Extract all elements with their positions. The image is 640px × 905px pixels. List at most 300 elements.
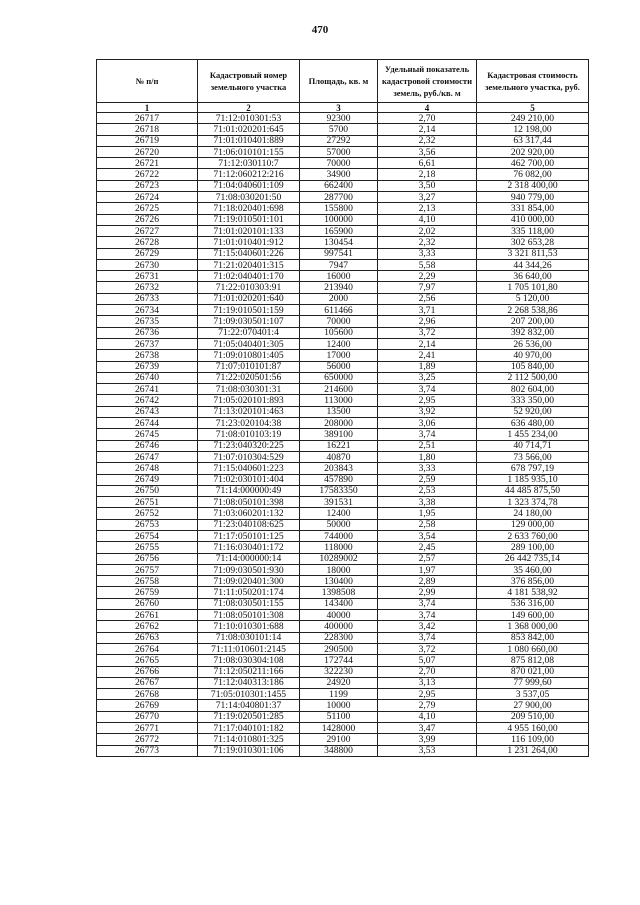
cell-cadastral-number: 71:23:020104:38 (198, 418, 300, 429)
table-row (97, 248, 589, 259)
cell-cadastral-value: 853 842,00 (477, 632, 589, 643)
cell-cadastral-value: 462 700,00 (477, 158, 589, 169)
cell-area: 1428000 (300, 723, 378, 734)
table-row (97, 576, 589, 587)
cell-unit-value: 1,89 (378, 361, 477, 372)
cell-row-number: 26758 (97, 576, 198, 587)
cell-cadastral-number: 71:14:040801:37 (198, 700, 300, 711)
cell-row-number: 26722 (97, 169, 198, 180)
cell-cadastral-number: 71:14:000000:49 (198, 485, 300, 496)
table-row (97, 564, 589, 575)
cell-row-number: 26744 (97, 418, 198, 429)
cell-row-number: 26759 (97, 587, 198, 598)
header-unit-value: Удельный показатель кадастровой стоимости земель, руб./кв. м (378, 60, 477, 103)
cell-cadastral-value: 335 118,00 (477, 225, 589, 236)
cell-row-number: 26741 (97, 384, 198, 395)
cell-unit-value: 3,25 (378, 372, 477, 383)
table-row (97, 734, 589, 745)
cell-unit-value: 5,58 (378, 259, 477, 270)
cell-area: 12400 (300, 338, 378, 349)
cell-cadastral-number: 71:05:020101:893 (198, 395, 300, 406)
cell-area: 17000 (300, 350, 378, 361)
cell-cadastral-value: 105 840,00 (477, 361, 589, 372)
cell-unit-value: 4,10 (378, 711, 477, 722)
cell-cadastral-value: 870 021,00 (477, 666, 589, 677)
cell-cadastral-number: 71:15:040601:226 (198, 248, 300, 259)
cell-row-number: 26726 (97, 214, 198, 225)
cell-row-number: 26734 (97, 305, 198, 316)
cell-row-number: 26754 (97, 530, 198, 541)
cell-cadastral-value: 209 510,00 (477, 711, 589, 722)
cell-area: 10289002 (300, 553, 378, 564)
cell-cadastral-value: 26 442 735,14 (477, 553, 589, 564)
cell-cadastral-number: 71:10:010301:688 (198, 621, 300, 632)
table-row (97, 643, 589, 654)
cell-cadastral-value: 410 000,00 (477, 214, 589, 225)
cell-area: 228300 (300, 632, 378, 643)
table-row (97, 474, 589, 485)
cell-cadastral-number: 71:09:030501:107 (198, 316, 300, 327)
cell-unit-value: 2,59 (378, 474, 477, 485)
cell-unit-value: 2,51 (378, 440, 477, 451)
cell-area: 70000 (300, 158, 378, 169)
cell-row-number: 26739 (97, 361, 198, 372)
table-row (97, 259, 589, 270)
cell-row-number: 26730 (97, 259, 198, 270)
cell-area: 744000 (300, 530, 378, 541)
cell-unit-value: 3,74 (378, 429, 477, 440)
cell-area: 1199 (300, 689, 378, 700)
cell-area: 287700 (300, 192, 378, 203)
cell-cadastral-number: 71:05:010301:1455 (198, 689, 300, 700)
cell-area: 155800 (300, 203, 378, 214)
cell-area: 10000 (300, 700, 378, 711)
cell-cadastral-value: 3 321 811,53 (477, 248, 589, 259)
cell-unit-value: 3,54 (378, 530, 477, 541)
cell-row-number: 26721 (97, 158, 198, 169)
cell-cadastral-value: 678 797,19 (477, 463, 589, 474)
cell-unit-value: 3,33 (378, 248, 477, 259)
table-row (97, 361, 589, 372)
page-number: 470 (311, 24, 329, 36)
cell-unit-value: 2,58 (378, 519, 477, 530)
table-row (97, 723, 589, 734)
cell-cadastral-value: 73 566,00 (477, 451, 589, 462)
header-area: Площадь, кв. м (300, 60, 378, 103)
cell-unit-value: 2,41 (378, 350, 477, 361)
cell-row-number: 26742 (97, 395, 198, 406)
cell-unit-value: 2,02 (378, 225, 477, 236)
table-row (97, 610, 589, 621)
cell-unit-value: 3,74 (378, 632, 477, 643)
cell-area: 611466 (300, 305, 378, 316)
cell-cadastral-number: 71:09:010801:405 (198, 350, 300, 361)
cell-cadastral-number: 71:12:010301:53 (198, 113, 300, 124)
table-row (97, 711, 589, 722)
cell-unit-value: 5,07 (378, 655, 477, 666)
cell-cadastral-number: 71:01:020101:133 (198, 225, 300, 236)
cell-cadastral-value: 376 856,00 (477, 576, 589, 587)
cell-cadastral-number: 71:15:040601:223 (198, 463, 300, 474)
cell-cadastral-value: 24 180,00 (477, 508, 589, 519)
table-row (97, 655, 589, 666)
cell-cadastral-value: 44 485 875,50 (477, 485, 589, 496)
cell-unit-value: 2,95 (378, 395, 477, 406)
cell-cadastral-number: 71:09:020401:300 (198, 576, 300, 587)
cell-unit-value: 7,97 (378, 282, 477, 293)
cell-cadastral-value: 1 185 935,10 (477, 474, 589, 485)
cell-unit-value: 3,42 (378, 621, 477, 632)
table-row (97, 587, 589, 598)
cell-cadastral-number: 71:13:020101:463 (198, 406, 300, 417)
cell-row-number: 26740 (97, 372, 198, 383)
table-row (97, 327, 589, 338)
cell-unit-value: 1,80 (378, 451, 477, 462)
cell-row-number: 26757 (97, 564, 198, 575)
cell-cadastral-value: 4 181 538,92 (477, 587, 589, 598)
cell-row-number: 26725 (97, 203, 198, 214)
cell-cadastral-value: 4 955 160,00 (477, 723, 589, 734)
cell-unit-value: 3,74 (378, 610, 477, 621)
cell-row-number: 26768 (97, 689, 198, 700)
cell-area: 16000 (300, 271, 378, 282)
cell-unit-value: 2,70 (378, 113, 477, 124)
cell-cadastral-value: 802 604,00 (477, 384, 589, 395)
cell-cadastral-number: 71:08:050101:398 (198, 497, 300, 508)
cell-unit-value: 3,92 (378, 406, 477, 417)
cell-unit-value: 2,32 (378, 237, 477, 248)
cell-cadastral-number: 71:17:050101:125 (198, 530, 300, 541)
table-row (97, 124, 589, 135)
table-row (97, 282, 589, 293)
table-row (97, 689, 589, 700)
cell-unit-value: 3,13 (378, 677, 477, 688)
cell-area: 70000 (300, 316, 378, 327)
table-row (97, 508, 589, 519)
cell-row-number: 26720 (97, 146, 198, 157)
cell-cadastral-value: 129 000,00 (477, 519, 589, 530)
cell-cadastral-number: 71:02:040401:170 (198, 271, 300, 282)
cell-area: 7947 (300, 259, 378, 270)
table-row (97, 542, 589, 553)
table-row (97, 192, 589, 203)
table-row (97, 384, 589, 395)
cell-cadastral-value: 26 536,00 (477, 338, 589, 349)
cell-cadastral-value: 2 268 538,86 (477, 305, 589, 316)
table-row (97, 214, 589, 225)
table-row (97, 418, 589, 429)
cell-cadastral-number: 71:04:040601:109 (198, 180, 300, 191)
table-row (97, 180, 589, 191)
table-row (97, 621, 589, 632)
cell-row-number: 26738 (97, 350, 198, 361)
cell-area: 17583350 (300, 485, 378, 496)
table-row (97, 429, 589, 440)
cell-row-number: 26750 (97, 485, 198, 496)
table-row (97, 146, 589, 157)
cell-cadastral-value: 1 231 264,00 (477, 745, 589, 756)
cell-row-number: 26728 (97, 237, 198, 248)
cell-cadastral-number: 71:08:030201:50 (198, 192, 300, 203)
cell-area: 172744 (300, 655, 378, 666)
cell-cadastral-number: 71:11:050201:174 (198, 587, 300, 598)
cell-cadastral-value: 1 368 000,00 (477, 621, 589, 632)
cell-cadastral-number: 71:19:010501:101 (198, 214, 300, 225)
cell-cadastral-number: 71:02:030101:404 (198, 474, 300, 485)
cell-cadastral-number: 71:21:020401:315 (198, 259, 300, 270)
cell-cadastral-number: 71:12:060212:216 (198, 169, 300, 180)
table-row (97, 305, 589, 316)
cell-area: 18000 (300, 564, 378, 575)
table-row (97, 372, 589, 383)
cell-cadastral-value: 331 854,00 (477, 203, 589, 214)
cell-cadastral-number: 71:12:050211:166 (198, 666, 300, 677)
table-row (97, 700, 589, 711)
cell-row-number: 26745 (97, 429, 198, 440)
cell-unit-value: 3,71 (378, 305, 477, 316)
cell-unit-value: 2,53 (378, 485, 477, 496)
cell-cadastral-value: 392 832,00 (477, 327, 589, 338)
table-row (97, 485, 589, 496)
table-row (97, 271, 589, 282)
cell-row-number: 26764 (97, 643, 198, 654)
column-number: 3 (300, 103, 378, 113)
cell-cadastral-number: 71:19:010501:159 (198, 305, 300, 316)
cell-row-number: 26736 (97, 327, 198, 338)
cell-area: 1398508 (300, 587, 378, 598)
cell-area: 100000 (300, 214, 378, 225)
cell-cadastral-number: 71:08:030501:155 (198, 598, 300, 609)
cell-row-number: 26735 (97, 316, 198, 327)
cell-unit-value: 2,14 (378, 124, 477, 135)
table-row (97, 497, 589, 508)
cell-unit-value: 1,97 (378, 564, 477, 575)
table-row (97, 553, 589, 564)
cell-area: 389100 (300, 429, 378, 440)
cell-unit-value: 2,89 (378, 576, 477, 587)
cell-area: 214600 (300, 384, 378, 395)
cell-area: 208000 (300, 418, 378, 429)
cell-area: 105600 (300, 327, 378, 338)
table-row (97, 519, 589, 530)
cell-cadastral-value: 940 779,00 (477, 192, 589, 203)
cell-unit-value: 2,79 (378, 700, 477, 711)
cell-unit-value: 3,72 (378, 643, 477, 654)
cell-unit-value: 2,14 (378, 338, 477, 349)
cell-cadastral-value: 2 112 500,00 (477, 372, 589, 383)
cell-unit-value: 2,56 (378, 293, 477, 304)
cell-unit-value: 2,95 (378, 689, 477, 700)
cell-row-number: 26733 (97, 293, 198, 304)
cell-row-number: 26751 (97, 497, 198, 508)
table-row (97, 632, 589, 643)
table-row (97, 463, 589, 474)
cell-area: 348800 (300, 745, 378, 756)
cell-area: 400000 (300, 621, 378, 632)
cell-area: 457890 (300, 474, 378, 485)
cell-unit-value: 3,27 (378, 192, 477, 203)
cell-cadastral-number: 71:23:040108:625 (198, 519, 300, 530)
cell-row-number: 26723 (97, 180, 198, 191)
cell-cadastral-number: 71:11:010601:2145 (198, 643, 300, 654)
cell-row-number: 26729 (97, 248, 198, 259)
cell-unit-value: 2,29 (378, 271, 477, 282)
cell-cadastral-value: 333 350,00 (477, 395, 589, 406)
cell-row-number: 26749 (97, 474, 198, 485)
cell-cadastral-number: 71:14:000000:14 (198, 553, 300, 564)
cell-cadastral-value: 35 460,00 (477, 564, 589, 575)
cell-area: 143400 (300, 598, 378, 609)
cell-cadastral-value: 5 120,00 (477, 293, 589, 304)
cell-cadastral-number: 71:03:060201:132 (198, 508, 300, 519)
cell-area: 290500 (300, 643, 378, 654)
cell-cadastral-value: 2 633 760,00 (477, 530, 589, 541)
table-row (97, 113, 589, 124)
cell-unit-value: 2,32 (378, 135, 477, 146)
cell-area: 997541 (300, 248, 378, 259)
cell-area: 16221 (300, 440, 378, 451)
cell-unit-value: 2,13 (378, 203, 477, 214)
cadastral-value-table (96, 59, 589, 757)
table-row (97, 440, 589, 451)
cell-row-number: 26756 (97, 553, 198, 564)
cell-unit-value: 3,74 (378, 598, 477, 609)
cell-row-number: 26760 (97, 598, 198, 609)
column-number: 2 (198, 103, 300, 113)
cell-cadastral-value: 12 198,00 (477, 124, 589, 135)
cell-cadastral-number: 71:06:010101:155 (198, 146, 300, 157)
cell-cadastral-value: 289 100,00 (477, 542, 589, 553)
header-cadastral-value: Кадастровая стоимость земельного участка, руб. (477, 60, 589, 103)
cell-row-number: 26732 (97, 282, 198, 293)
cell-row-number: 26761 (97, 610, 198, 621)
cell-unit-value: 3,74 (378, 384, 477, 395)
cell-unit-value: 3,06 (378, 418, 477, 429)
cell-area: 118000 (300, 542, 378, 553)
cell-row-number: 26755 (97, 542, 198, 553)
cell-unit-value: 3,56 (378, 146, 477, 157)
cell-cadastral-number: 71:01:010401:912 (198, 237, 300, 248)
cell-cadastral-number: 71:16:030401:172 (198, 542, 300, 553)
table-row (97, 677, 589, 688)
cell-cadastral-number: 71:12:040313:186 (198, 677, 300, 688)
cell-unit-value: 2,96 (378, 316, 477, 327)
cell-unit-value: 3,47 (378, 723, 477, 734)
cell-row-number: 26717 (97, 113, 198, 124)
table-header-row (97, 60, 589, 103)
cell-cadastral-number: 71:22:020501:56 (198, 372, 300, 383)
table-row (97, 225, 589, 236)
table-row (97, 316, 589, 327)
cell-row-number: 26752 (97, 508, 198, 519)
column-number: 4 (378, 103, 477, 113)
cell-area: 13500 (300, 406, 378, 417)
cell-unit-value: 2,18 (378, 169, 477, 180)
cell-unit-value: 2,70 (378, 666, 477, 677)
cell-row-number: 26737 (97, 338, 198, 349)
table-row (97, 406, 589, 417)
cell-area: 391531 (300, 497, 378, 508)
table-row (97, 666, 589, 677)
cell-cadastral-value: 207 200,00 (477, 316, 589, 327)
cell-row-number: 26773 (97, 745, 198, 756)
cell-cadastral-value: 77 999,60 (477, 677, 589, 688)
cell-row-number: 26743 (97, 406, 198, 417)
column-number: 1 (97, 103, 198, 113)
cell-area: 27292 (300, 135, 378, 146)
cell-cadastral-value: 36 640,00 (477, 271, 589, 282)
cell-row-number: 26767 (97, 677, 198, 688)
cell-cadastral-number: 71:08:030301:31 (198, 384, 300, 395)
cell-unit-value: 3,72 (378, 327, 477, 338)
cell-cadastral-value: 1 455 234,00 (477, 429, 589, 440)
cell-area: 130400 (300, 576, 378, 587)
table-row (97, 395, 589, 406)
cell-area: 650000 (300, 372, 378, 383)
cell-cadastral-number: 71:17:040101:182 (198, 723, 300, 734)
header-cadastral-number: Кадастровый номер земельного участка (198, 60, 300, 103)
cell-area: 24920 (300, 677, 378, 688)
cell-cadastral-value: 536 316,00 (477, 598, 589, 609)
cell-area: 213940 (300, 282, 378, 293)
cell-cadastral-value: 76 082,00 (477, 169, 589, 180)
cell-cadastral-number: 71:18:020401:698 (198, 203, 300, 214)
cell-area: 130454 (300, 237, 378, 248)
cell-cadastral-value: 2 318 400,00 (477, 180, 589, 191)
cell-unit-value: 3,53 (378, 745, 477, 756)
cell-cadastral-number: 71:01:020201:645 (198, 124, 300, 135)
cell-area: 40000 (300, 610, 378, 621)
cell-unit-value: 1,95 (378, 508, 477, 519)
cell-area: 92300 (300, 113, 378, 124)
table-row (97, 158, 589, 169)
cell-cadastral-number: 71:22:070401:4 (198, 327, 300, 338)
cell-cadastral-number: 71:01:020201:640 (198, 293, 300, 304)
cell-row-number: 26753 (97, 519, 198, 530)
cell-cadastral-number: 71:14:010801:325 (198, 734, 300, 745)
cell-area: 165900 (300, 225, 378, 236)
cell-row-number: 26770 (97, 711, 198, 722)
cell-unit-value: 2,45 (378, 542, 477, 553)
table-row (97, 451, 589, 462)
cell-cadastral-value: 40 714,71 (477, 440, 589, 451)
cell-area: 57000 (300, 146, 378, 157)
cell-row-number: 26772 (97, 734, 198, 745)
cell-row-number: 26718 (97, 124, 198, 135)
cell-cadastral-value: 27 900,00 (477, 700, 589, 711)
cell-cadastral-value: 302 653,28 (477, 237, 589, 248)
table-row (97, 530, 589, 541)
cell-cadastral-value: 249 210,00 (477, 113, 589, 124)
cell-area: 12400 (300, 508, 378, 519)
cell-area: 29100 (300, 734, 378, 745)
cell-cadastral-value: 116 109,00 (477, 734, 589, 745)
cell-cadastral-number: 71:23:040320:225 (198, 440, 300, 451)
cell-area: 203843 (300, 463, 378, 474)
cell-area: 40870 (300, 451, 378, 462)
cell-row-number: 26727 (97, 225, 198, 236)
cell-cadastral-value: 636 480,00 (477, 418, 589, 429)
table-body (97, 113, 589, 757)
table-row (97, 745, 589, 756)
cell-cadastral-value: 40 970,00 (477, 350, 589, 361)
column-number: 5 (477, 103, 589, 113)
cell-cadastral-value: 875 812,08 (477, 655, 589, 666)
cell-area: 5700 (300, 124, 378, 135)
cell-unit-value: 6,61 (378, 158, 477, 169)
cell-area: 56000 (300, 361, 378, 372)
cell-area: 662400 (300, 180, 378, 191)
